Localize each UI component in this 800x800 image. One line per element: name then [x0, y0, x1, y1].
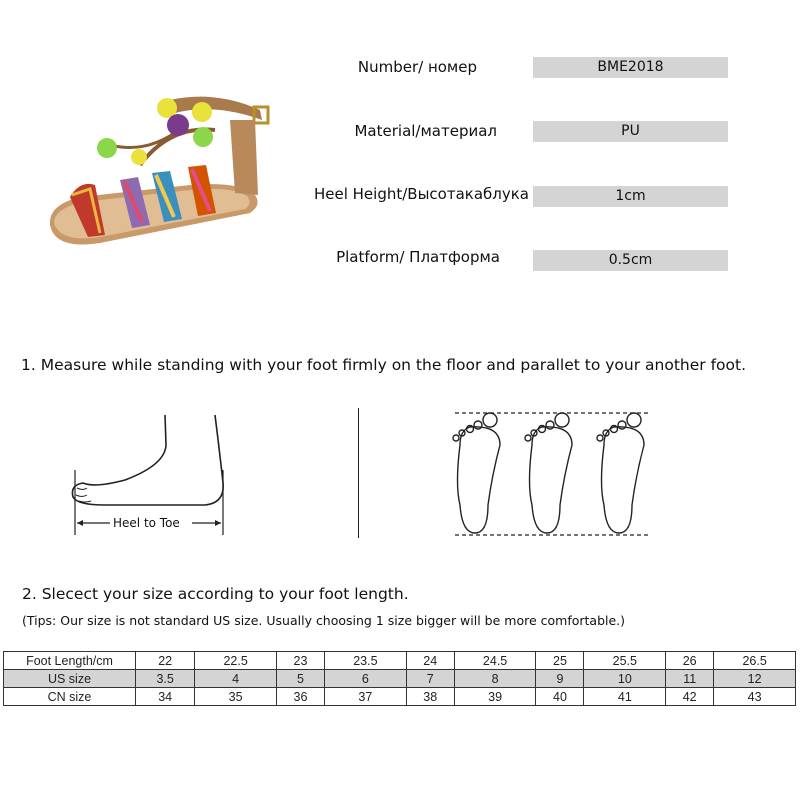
table-cell: 11: [666, 670, 714, 688]
spec-label-number: Number/ номер: [357, 58, 477, 76]
table-cell: 5: [276, 670, 324, 688]
product-image: [40, 85, 280, 260]
table-cell: 7: [406, 670, 454, 688]
table-cell: 42: [666, 688, 714, 706]
table-cell: 39: [454, 688, 536, 706]
table-row: [4, 670, 796, 688]
table-cell: 24.5: [454, 652, 536, 670]
table-cell: 26: [666, 652, 714, 670]
table-cell: 41: [584, 688, 666, 706]
table-cell: 3.5: [136, 670, 195, 688]
table-cell: 8: [454, 670, 536, 688]
table-cell: 22: [136, 652, 195, 670]
spec-value-material: PU: [533, 121, 728, 142]
table-cell: 6: [325, 670, 407, 688]
step1-instruction: 1. Measure while standing with your foot firmly on the floor and parallet to your another foot.: [21, 356, 747, 374]
step2-instruction: 2. Slecect your size according to your foot length.: [22, 585, 409, 603]
spec-value-number: BME2018: [533, 57, 728, 78]
heel-to-toe-label: Heel to Toe: [113, 516, 180, 530]
divider: [358, 408, 359, 538]
spec-value-heel-height: 1cm: [533, 186, 728, 207]
table-cell: 37: [325, 688, 407, 706]
table-cell: 34: [136, 688, 195, 706]
spec-label-platform: Platform/ Платформа: [336, 248, 500, 266]
table-cell: 25: [536, 652, 584, 670]
foot-top-illustration: [440, 405, 670, 543]
spec-label-heel-height: Heel Height/Высотакаблука: [313, 185, 529, 203]
row-label-us-size: US size: [4, 670, 136, 688]
table-cell: 22.5: [195, 652, 277, 670]
row-label-cn-size: CN size: [4, 688, 136, 706]
spec-value-platform: 0.5cm: [533, 250, 728, 271]
table-cell: 12: [714, 670, 796, 688]
table-cell: 24: [406, 652, 454, 670]
table-cell: 40: [536, 688, 584, 706]
table-cell: 23: [276, 652, 324, 670]
table-cell: 38: [406, 688, 454, 706]
table-cell: 25.5: [584, 652, 666, 670]
table-cell: 36: [276, 688, 324, 706]
table-cell: 43: [714, 688, 796, 706]
table-row: [4, 688, 796, 706]
size-tip: (Tips: Our size is not standard US size. Usually choosing 1 size bigger will be more comfortable.): [22, 613, 626, 628]
spec-label-material: Material/материал: [354, 122, 497, 140]
table-cell: 35: [195, 688, 277, 706]
table-cell: 10: [584, 670, 666, 688]
table-cell: 9: [536, 670, 584, 688]
table-row: [4, 652, 796, 670]
row-label-foot-length: Foot Length/cm: [4, 652, 136, 670]
table-cell: 26.5: [714, 652, 796, 670]
table-cell: 23.5: [325, 652, 407, 670]
table-cell: 4: [195, 670, 277, 688]
size-table: [3, 651, 796, 706]
